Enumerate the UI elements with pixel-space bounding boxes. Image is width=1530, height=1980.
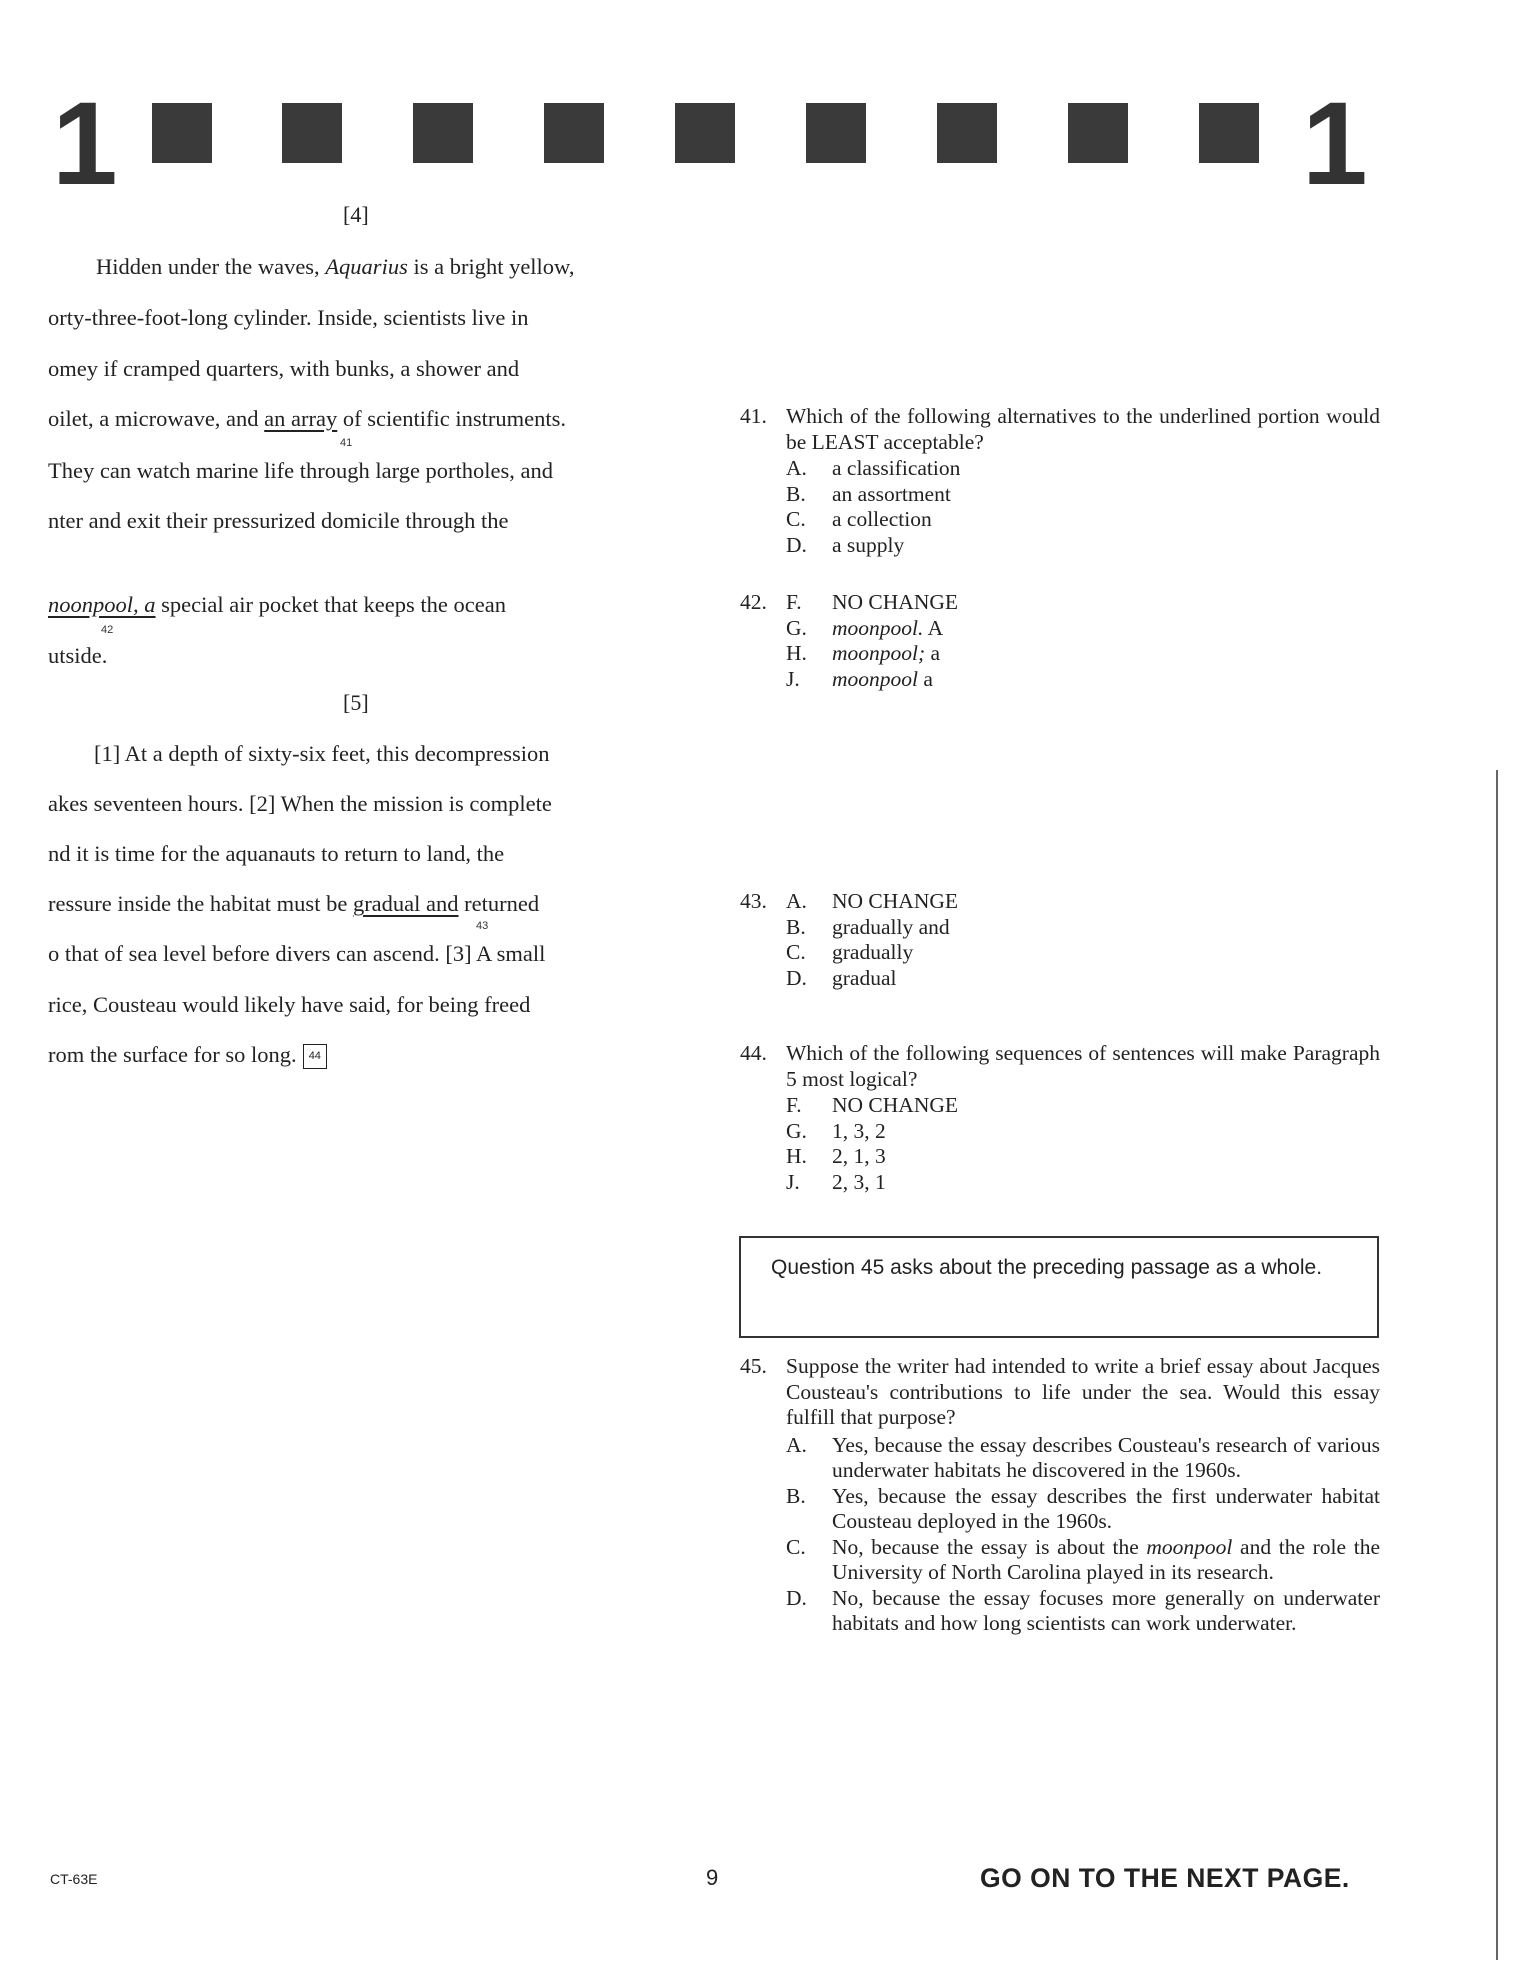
question-box-44: 44 [303, 1044, 327, 1069]
question-45 [740, 1354, 1380, 1637]
question-42 [740, 590, 1380, 692]
passage-whole-note: Question 45 asks about the preceding passage as a whole. [739, 1236, 1379, 1338]
page-number: 9 [706, 1865, 719, 1890]
answer-option-c[interactable]: C. a collection [786, 507, 932, 531]
header-block [413, 103, 473, 163]
question-stem: Which of the following sequences of sentences will make Paragraph 5 most logical? [786, 1041, 1380, 1091]
underlined-portion-43: gradual and [352, 891, 459, 916]
answer-option-f[interactable]: F. NO CHANGE [786, 590, 959, 614]
answer-option-b[interactable]: B. an assortment [786, 481, 951, 506]
question-number: 41. [740, 404, 767, 428]
question-stem: Which of the following alternatives to the underlined portion would be LEAST acceptable? [786, 404, 1380, 454]
question-number: 43. [740, 889, 767, 913]
passage-line: ressure inside the habitat must be gradual and returned [48, 891, 540, 916]
passage-line: noonpool, a special air pocket that keeps the ocean [48, 592, 506, 617]
header-block [152, 103, 212, 163]
paragraph-label-4: [4] [343, 202, 369, 227]
answer-option-g[interactable]: G. 1, 3, 2 [786, 1118, 886, 1143]
answer-option-b[interactable]: B. gradually and [786, 914, 950, 939]
header-block [1068, 103, 1128, 163]
answer-option-b[interactable]: B. Yes, because the essay describes the first underwater habitat Cousteau deployed in the 1960s. [786, 1483, 1380, 1533]
form-code: CT-63E [50, 1871, 98, 1887]
answer-option-h[interactable]: H. moonpool; a [786, 641, 941, 665]
question-43 [740, 889, 1380, 991]
answer-option-d[interactable]: D. gradual [786, 965, 897, 990]
header-block [282, 103, 342, 163]
underlined-portion-42: noonpool, a [48, 592, 156, 617]
passage-line: [1] At a depth of sixty-six feet, this decompression [94, 741, 550, 766]
answer-option-h[interactable]: H. 2, 1, 3 [786, 1144, 886, 1168]
passage-line: omey if cramped quarters, with bunks, a shower and [48, 356, 520, 381]
answer-option-c[interactable]: C. gradually [786, 940, 914, 964]
answer-option-a[interactable]: A. a classification [786, 456, 961, 480]
passage-line: rom the surface for so long. 44 [48, 1042, 327, 1069]
section-number-left: 1 [52, 78, 118, 210]
underlined-portion-41: an array [264, 406, 338, 431]
go-on-next-page: GO ON TO THE NEXT PAGE. [980, 1863, 1350, 1893]
answer-option-j[interactable]: J. 2, 3, 1 [786, 1169, 886, 1194]
header-block [806, 103, 866, 163]
passage-line: utside. [48, 643, 108, 668]
header-block [544, 103, 604, 163]
answer-option-a[interactable]: A. Yes, because the essay describes Cousteau's research of various underwater habitats he discovered in the 1960s. [786, 1432, 1380, 1482]
header-block [1199, 103, 1259, 163]
question-marker-43: 43 [476, 920, 489, 932]
question-44 [740, 1041, 1380, 1195]
passage-line: nter and exit their pressurized domicile through the [48, 508, 509, 533]
answer-option-d[interactable]: D. No, because the essay focuses more generally on underwater habitats and how long scientists can work underwater. [786, 1585, 1380, 1635]
answer-option-f[interactable]: F. NO CHANGE [786, 1093, 959, 1117]
paragraph-label-5: [5] [343, 690, 369, 715]
question-stem: Suppose the writer had intended to write a brief essay about Jacques Cousteau's contributions to life under the sea. Would this essay fulfill that purpose? [786, 1354, 1380, 1429]
question-marker-41: 41 [340, 437, 353, 449]
answer-option-j[interactable]: J. moonpool a [786, 666, 933, 691]
answer-option-g[interactable]: G. moonpool. A [786, 615, 944, 640]
passage-line: Hidden under the waves, Aquarius is a bright yellow, [96, 254, 575, 279]
header-block [937, 103, 997, 163]
passage-line: nd it is time for the aquanauts to return to land, the [48, 841, 505, 866]
header-block [675, 103, 735, 163]
answer-option-d[interactable]: D. a supply [786, 532, 905, 557]
question-number: 45. [740, 1354, 767, 1378]
passage-line: They can watch marine life through large portholes, and [48, 458, 554, 483]
section-number-right: 1 [1302, 78, 1368, 210]
question-number: 42. [740, 590, 767, 614]
passage-line: oilet, a microwave, and an array of scientific instruments. [48, 406, 566, 431]
question-marker-42: 42 [101, 624, 114, 636]
question-number: 44. [740, 1041, 767, 1065]
question-41 [740, 404, 1380, 558]
passage-line: orty-three-foot-long cylinder. Inside, scientists live in [48, 305, 529, 330]
answer-option-a[interactable]: A. NO CHANGE [786, 889, 959, 913]
scan-edge-line [1496, 770, 1498, 1960]
passage-line: rice, Cousteau would likely have said, for being freed [48, 992, 531, 1017]
answer-option-c[interactable]: C. No, because the essay is about the moonpool and the role the University of North Carolina played in its research. [786, 1534, 1380, 1584]
passage-line: o that of sea level before divers can ascend. [3] A small [48, 941, 546, 966]
passage-line: akes seventeen hours. [2] When the mission is complete [48, 791, 552, 816]
